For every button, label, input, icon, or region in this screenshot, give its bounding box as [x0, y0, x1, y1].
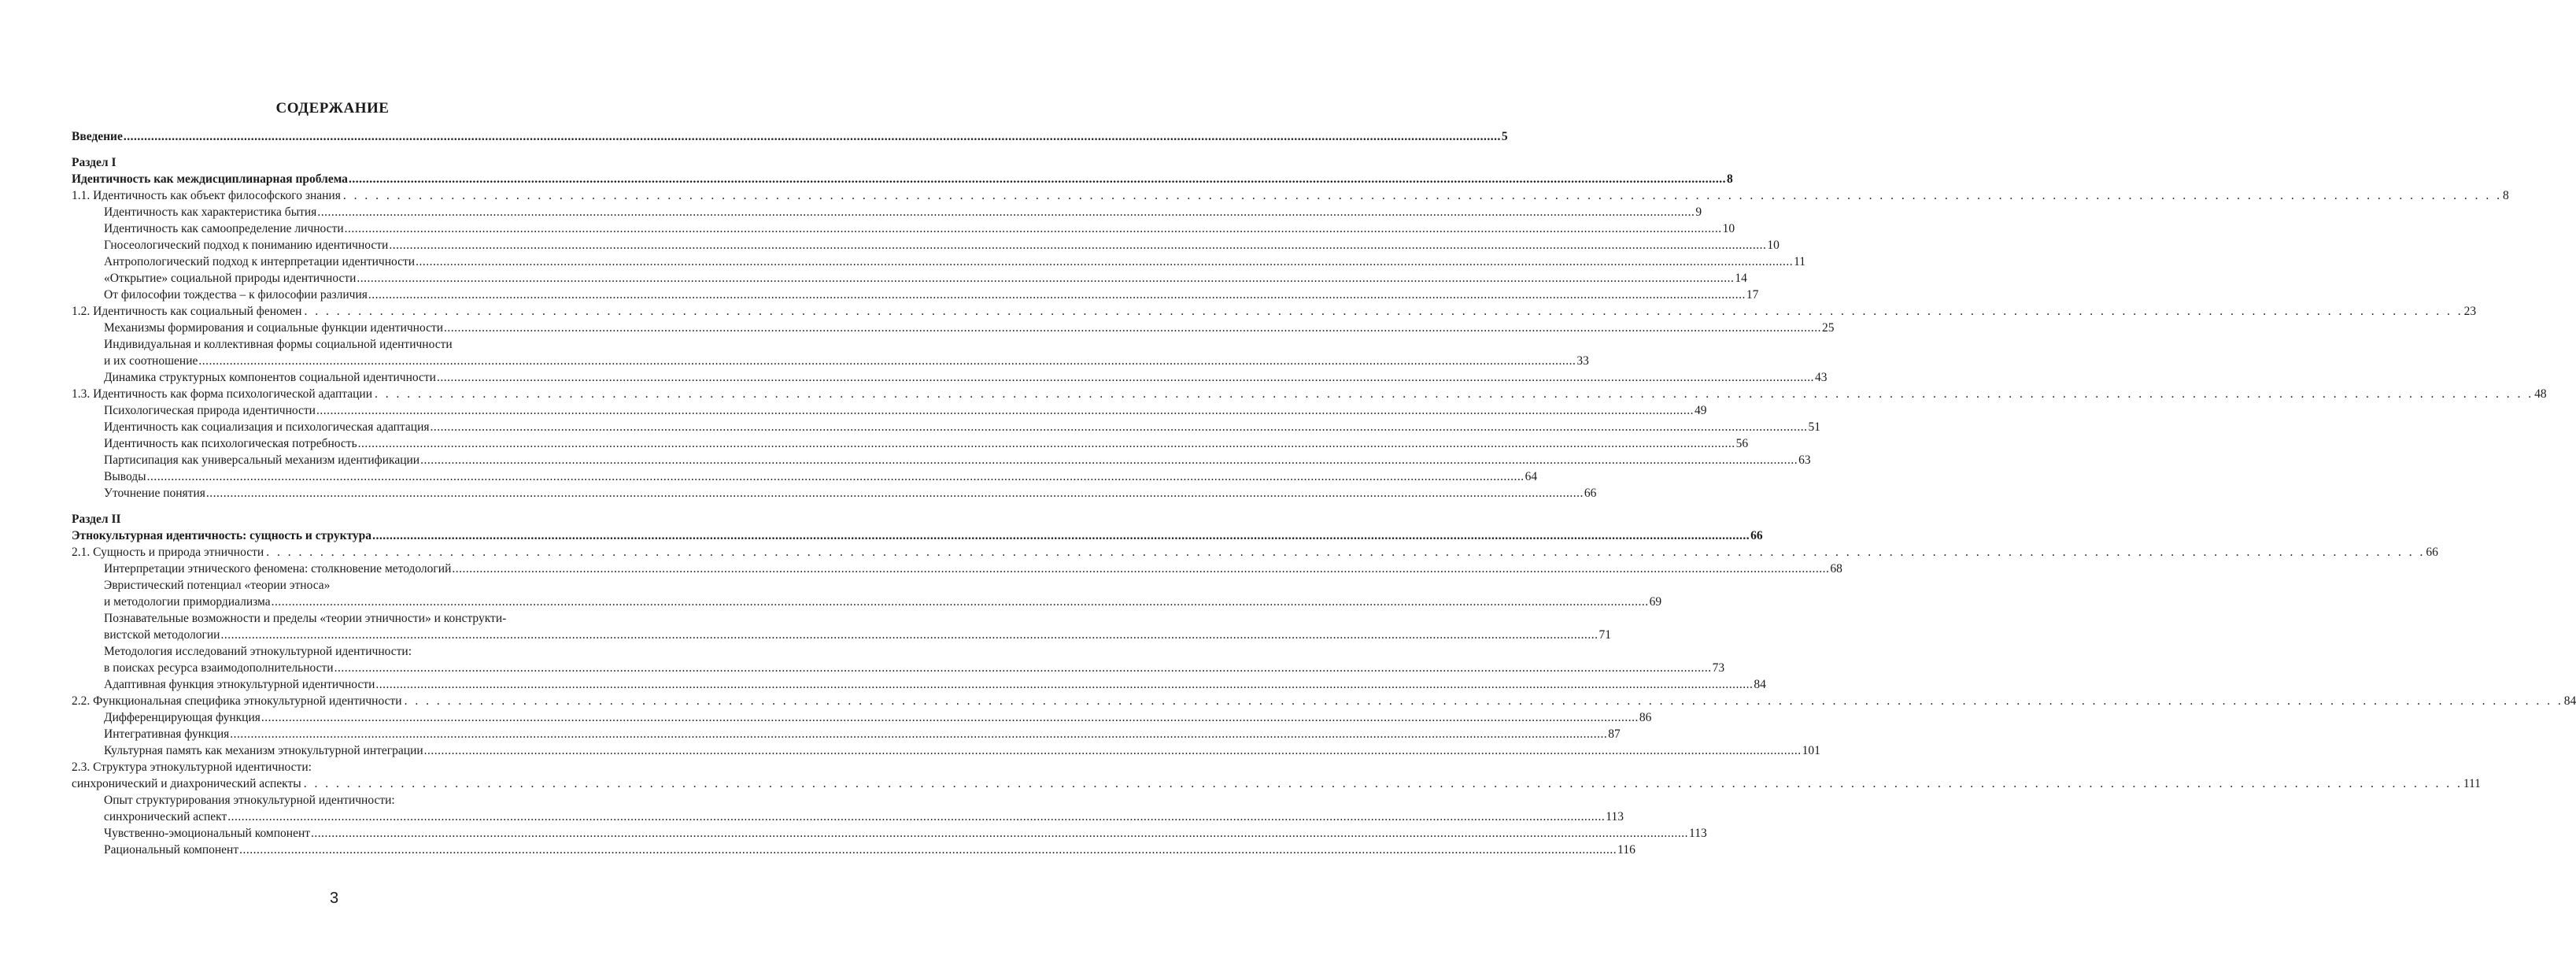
toc-entry [72, 709, 1652, 726]
toc-dot-leader: . . . . . . . . . . . . . . . . . . . . . . . . . . . . . . . . . . . . . . . . . . . . . . . . . . . . . . . . . . . . . . . . . . . . . . . . . . . . . . . . . . . . . . . . . . . . . . . . . . . . . . . . . . . . . . . . . . . . . . . . . . . . . . . . . . . . . . . . . . . . . . . . . . . . . . . . . . . . . . . . . . . . . . . . . . . . . . . . . . . . . . . . . . . . . . . . . . . . . . . . [375, 387, 2534, 401]
toc-entry [72, 742, 1820, 759]
toc-entry [72, 287, 1759, 303]
toc-entry [72, 643, 590, 660]
table-of-contents [72, 128, 2576, 858]
toc-entry-page: 56 [1735, 437, 1749, 450]
toc-entry-title: Рациональный компонент [104, 843, 239, 857]
toc-entry-page: 5 [1501, 130, 1508, 143]
toc-dot-leader: ................................................................................................................................................................................................................................................................................................................................................................................................................ [420, 453, 1798, 467]
toc-dot-leader: ................................................................................................................................................................................................................................................................................................................................................................................................................ [261, 711, 1639, 724]
toc-dot-leader: ................................................................................................................................................................................................................................................................................................................................................................................................................ [230, 727, 1608, 741]
toc-entry [72, 792, 590, 809]
toc-dot-leader: ................................................................................................................................................................................................................................................................................................................................................................................................................ [357, 272, 1735, 285]
toc-entry-title: 2.1. Сущность и природа этничности [72, 546, 264, 559]
toc-entry-title: 1.1. Идентичность как объект философского знания [72, 189, 341, 202]
toc-entry-title: Идентичность как самоопределение личности [104, 222, 344, 235]
toc-entry [72, 386, 2547, 402]
toc-entry-page: 113 [1689, 827, 1707, 840]
toc-entry-title: в поисках ресурса взаимодополнительности [104, 661, 334, 675]
toc-dot-leader: ................................................................................................................................................................................................................................................................................................................................................................................................................ [452, 562, 1830, 575]
toc-entry-page: 17 [1746, 288, 1759, 302]
toc-entry-page: 43 [1814, 371, 1828, 384]
toc-entry-title: Познавательные возможности и пределы «теории этничности» и конструкти- [104, 612, 507, 625]
toc-entry-page: 73 [1712, 661, 1725, 675]
toc-dot-leader: . . . . . . . . . . . . . . . . . . . . . . . . . . . . . . . . . . . . . . . . . . . . . . . . . . . . . . . . . . . . . . . . . . . . . . . . . . . . . . . . . . . . . . . . . . . . . . . . . . . . . . . . . . . . . . . . . . . . . . . . . . . . . . . . . . . . . . . . . . . . . . . . . . . . . . . . . . . . . . . . . . . . . . . . . . . . . . . . . . . . . . . . . . . . . . . . . . . . . . . . [404, 694, 2563, 708]
toc-entry-title: 1.3. Идентичность как форма психологической адаптации [72, 387, 372, 401]
toc-dot-leader: ................................................................................................................................................................................................................................................................................................................................................................................................................ [423, 744, 1802, 757]
toc-entry [72, 577, 590, 594]
toc-entry-title: Раздел II [72, 513, 121, 526]
toc-entry [72, 485, 1597, 501]
page-title: СОДЕРЖАНИЕ [275, 100, 390, 117]
toc-dot-leader: . . . . . . . . . . . . . . . . . . . . . . . . . . . . . . . . . . . . . . . . . . . . . . . . . . . . . . . . . . . . . . . . . . . . . . . . . . . . . . . . . . . . . . . . . . . . . . . . . . . . . . . . . . . . . . . . . . . . . . . . . . . . . . . . . . . . . . . . . . . . . . . . . . . . . . . . . . . . . . . . . . . . . . . . . . . . . . . . . . . . . . . . . . . . . . . . . . . . . . . . [303, 777, 2463, 790]
toc-dot-leader: ................................................................................................................................................................................................................................................................................................................................................................................................................ [334, 661, 1712, 675]
toc-entry-page: 86 [1639, 711, 1652, 724]
toc-entry [72, 544, 2438, 561]
toc-entry [72, 676, 1766, 693]
toc-dot-leader: . . . . . . . . . . . . . . . . . . . . . . . . . . . . . . . . . . . . . . . . . . . . . . . . . . . . . . . . . . . . . . . . . . . . . . . . . . . . . . . . . . . . . . . . . . . . . . . . . . . . . . . . . . . . . . . . . . . . . . . . . . . . . . . . . . . . . . . . . . . . . . . . . . . . . . . . . . . . . . . . . . . . . . . . . . . . . . . . . . . . . . . . . . . . . . . . . . . . . . . . [342, 189, 2502, 202]
toc-entry [72, 759, 590, 775]
toc-entry [72, 402, 1707, 419]
toc-entry-page: 10 [1722, 222, 1735, 235]
toc-entry [72, 369, 1828, 386]
toc-entry-title: Культурная память как механизм этнокультурной интеграции [104, 744, 423, 757]
toc-dot-leader: ................................................................................................................................................................................................................................................................................................................................................................................................................ [368, 288, 1746, 302]
toc-dot-leader: ................................................................................................................................................................................................................................................................................................................................................................................................................ [372, 529, 1750, 542]
toc-entry-title: Дифференцирующая функция [104, 711, 261, 724]
toc-entry-title: Партисипация как универсальный механизм идентификации [104, 453, 420, 467]
toc-entry-page: 69 [1649, 595, 1662, 609]
toc-entry-page: 49 [1694, 404, 1707, 417]
toc-entry-title: 2.2. Функциональная специфика этнокультурной идентичности [72, 694, 402, 708]
toc-entry-page: 113 [1606, 810, 1624, 823]
toc-entry [72, 336, 590, 353]
toc-entry-title: Идентичность как характеристика бытия [104, 205, 317, 219]
toc-dot-leader: ................................................................................................................................................................................................................................................................................................................................................................................................................ [317, 205, 1695, 219]
toc-dot-leader: ................................................................................................................................................................................................................................................................................................................................................................................................................ [436, 371, 1814, 384]
toc-entry [72, 254, 1806, 270]
toc-entry [72, 660, 1725, 676]
toc-entry-page: 8 [2502, 189, 2509, 202]
toc-entry-page: 101 [1802, 744, 1820, 757]
toc-entry [72, 775, 2481, 792]
toc-dot-leader: ................................................................................................................................................................................................................................................................................................................................................................................................................ [389, 239, 1767, 252]
toc-entry-title: Введение [72, 130, 123, 143]
toc-entry-title: Динамика структурных компонентов социальной идентичности [104, 371, 436, 384]
toc-entry [72, 220, 1735, 237]
toc-entry-title: Антропологический подход к интерпретации идентичности [104, 255, 416, 268]
toc-entry-title: и их соотношение [104, 354, 198, 368]
toc-entry-title: Раздел I [72, 156, 116, 169]
toc-entry-title: Эвристический потенциал «теории этноса» [104, 579, 331, 592]
toc-entry-title: Чувственно-эмоциональный компонент [104, 827, 311, 840]
toc-entry [72, 527, 1763, 544]
toc-entry [72, 511, 590, 527]
toc-entry-page: 64 [1525, 470, 1538, 483]
toc-entry-title: Этнокультурная идентичность: сущность и структура [72, 529, 372, 542]
toc-entry [72, 303, 2477, 320]
toc-entry [72, 468, 1538, 485]
toc-entry-page: 68 [1830, 562, 1842, 575]
toc-entry-title: 1.2. Идентичность как социальный феномен [72, 305, 302, 318]
toc-entry-page: 66 [1750, 529, 1763, 542]
toc-dot-leader: ................................................................................................................................................................................................................................................................................................................................................................................................................ [416, 255, 1794, 268]
toc-entry-title: Механизмы формирования и социальные функции идентичности [104, 321, 444, 335]
toc-dot-leader: ................................................................................................................................................................................................................................................................................................................................................................................................................ [430, 420, 1808, 434]
toc-entry-page: 11 [1794, 255, 1806, 268]
toc-entry-title: Идентичность как психологическая потребность [104, 437, 357, 450]
toc-entry-title: Идентичность как социализация и психологическая адаптация [104, 420, 430, 434]
toc-entry-title: Идентичность как междисциплинарная проблема [72, 172, 348, 186]
toc-entry-page: 71 [1598, 628, 1611, 642]
toc-entry [72, 693, 2576, 709]
toc-entry [72, 237, 1780, 254]
toc-entry-page: 66 [2426, 546, 2438, 559]
toc-dot-leader: ................................................................................................................................................................................................................................................................................................................................................................................................................ [444, 321, 1822, 335]
toc-entry [72, 154, 590, 171]
toc-entry-page: 66 [1584, 487, 1597, 500]
toc-entry [72, 561, 1842, 577]
toc-entry-title: Адаптивная функция этнокультурной идентичности [104, 678, 375, 691]
toc-entry-title: синхронический и диахронический аспекты [72, 777, 301, 790]
toc-entry-title: и методологии примордиализма [104, 595, 271, 609]
toc-entry-page: 9 [1695, 205, 1702, 219]
toc-entry-page: 63 [1798, 453, 1811, 467]
toc-entry-page: 51 [1808, 420, 1820, 434]
toc-entry-page: 14 [1735, 272, 1747, 285]
toc-dot-leader: ................................................................................................................................................................................................................................................................................................................................................................................................................ [316, 404, 1694, 417]
toc-entry-title: Выводы [104, 470, 146, 483]
toc-dot-leader: ................................................................................................................................................................................................................................................................................................................................................................................................................ [198, 354, 1576, 368]
toc-dot-leader: ................................................................................................................................................................................................................................................................................................................................................................................................................ [227, 810, 1606, 823]
toc-dot-leader: ................................................................................................................................................................................................................................................................................................................................................................................................................ [311, 827, 1689, 840]
page-number: 3 [329, 890, 339, 907]
toc-entry-title: «Открытие» социальной природы идентичности [104, 272, 357, 285]
toc-entry-page: 48 [2534, 387, 2547, 401]
toc-entry [72, 419, 1820, 435]
toc-entry [72, 627, 1611, 643]
toc-entry-page: 23 [2463, 305, 2477, 318]
toc-entry-page: 33 [1576, 354, 1589, 368]
toc-entry [72, 128, 1508, 145]
toc-entry [72, 187, 2509, 204]
toc-entry-page: 10 [1767, 239, 1780, 252]
toc-dot-leader: ................................................................................................................................................................................................................................................................................................................................................................................................................ [123, 130, 1501, 143]
toc-dot-leader: ................................................................................................................................................................................................................................................................................................................................................................................................................ [357, 437, 1735, 450]
toc-entry-title: Интерпретации этнического феномена: столкновение методологий [104, 562, 452, 575]
toc-entry-title: От философии тождества – к философии различия [104, 288, 368, 302]
toc-dot-leader: . . . . . . . . . . . . . . . . . . . . . . . . . . . . . . . . . . . . . . . . . . . . . . . . . . . . . . . . . . . . . . . . . . . . . . . . . . . . . . . . . . . . . . . . . . . . . . . . . . . . . . . . . . . . . . . . . . . . . . . . . . . . . . . . . . . . . . . . . . . . . . . . . . . . . . . . . . . . . . . . . . . . . . . . . . . . . . . . . . . . . . . . . . . . . . . . . . . . . . . . [266, 546, 2426, 559]
toc-entry [72, 320, 1835, 336]
toc-entry [72, 809, 1624, 825]
toc-entry-title: Методология исследований этнокультурной идентичности: [104, 645, 412, 658]
toc-dot-leader: ................................................................................................................................................................................................................................................................................................................................................................................................................ [375, 678, 1754, 691]
toc-entry-title: Индивидуальная и коллективная формы социальной идентичности [104, 338, 453, 351]
toc-entry [72, 825, 1707, 842]
toc-entry-page: 25 [1822, 321, 1835, 335]
toc-entry-title: Гносеологический подход к пониманию идентичности [104, 239, 389, 252]
toc-entry-page: 84 [2563, 694, 2576, 708]
toc-dot-leader: ................................................................................................................................................................................................................................................................................................................................................................................................................ [146, 470, 1525, 483]
toc-entry-page: 116 [1617, 843, 1635, 857]
toc-dot-leader: . . . . . . . . . . . . . . . . . . . . . . . . . . . . . . . . . . . . . . . . . . . . . . . . . . . . . . . . . . . . . . . . . . . . . . . . . . . . . . . . . . . . . . . . . . . . . . . . . . . . . . . . . . . . . . . . . . . . . . . . . . . . . . . . . . . . . . . . . . . . . . . . . . . . . . . . . . . . . . . . . . . . . . . . . . . . . . . . . . . . . . . . . . . . . . . . . . . . . . . . [304, 305, 2463, 318]
toc-entry-title: Психологическая природа идентичности [104, 404, 316, 417]
toc-entry-page: 8 [1726, 172, 1733, 186]
toc-dot-leader: ................................................................................................................................................................................................................................................................................................................................................................................................................ [271, 595, 1649, 609]
toc-entry [72, 610, 590, 627]
toc-entry [72, 353, 1589, 369]
toc-entry [72, 726, 1621, 742]
toc-entry-title: синхронический аспект [104, 810, 227, 823]
toc-dot-leader: ................................................................................................................................................................................................................................................................................................................................................................................................................ [348, 172, 1726, 186]
toc-entry-title: Уточнение понятия [104, 487, 205, 500]
toc-entry-title: Опыт структурирования этнокультурной идентичности: [104, 794, 395, 807]
toc-entry-page: 84 [1754, 678, 1766, 691]
toc-entry [72, 270, 1747, 287]
toc-entry [72, 594, 1662, 610]
toc-entry-page: 111 [2463, 777, 2481, 790]
toc-entry [72, 452, 1811, 468]
toc-entry [72, 842, 1635, 858]
toc-entry-title: 2.3. Структура этнокультурной идентичности: [72, 761, 312, 774]
toc-entry-page: 87 [1608, 727, 1621, 741]
toc-entry [72, 204, 1702, 220]
toc-dot-leader: ................................................................................................................................................................................................................................................................................................................................................................................................................ [205, 487, 1584, 500]
toc-dot-leader: ................................................................................................................................................................................................................................................................................................................................................................................................................ [239, 843, 1617, 857]
toc-dot-leader: ................................................................................................................................................................................................................................................................................................................................................................................................................ [344, 222, 1722, 235]
toc-entry-title: вистской методологии [104, 628, 220, 642]
toc-dot-leader: ................................................................................................................................................................................................................................................................................................................................................................................................................ [220, 628, 1598, 642]
toc-entry [72, 435, 1749, 452]
toc-entry [72, 171, 1733, 187]
toc-entry-title: Интегративная функция [104, 727, 230, 741]
